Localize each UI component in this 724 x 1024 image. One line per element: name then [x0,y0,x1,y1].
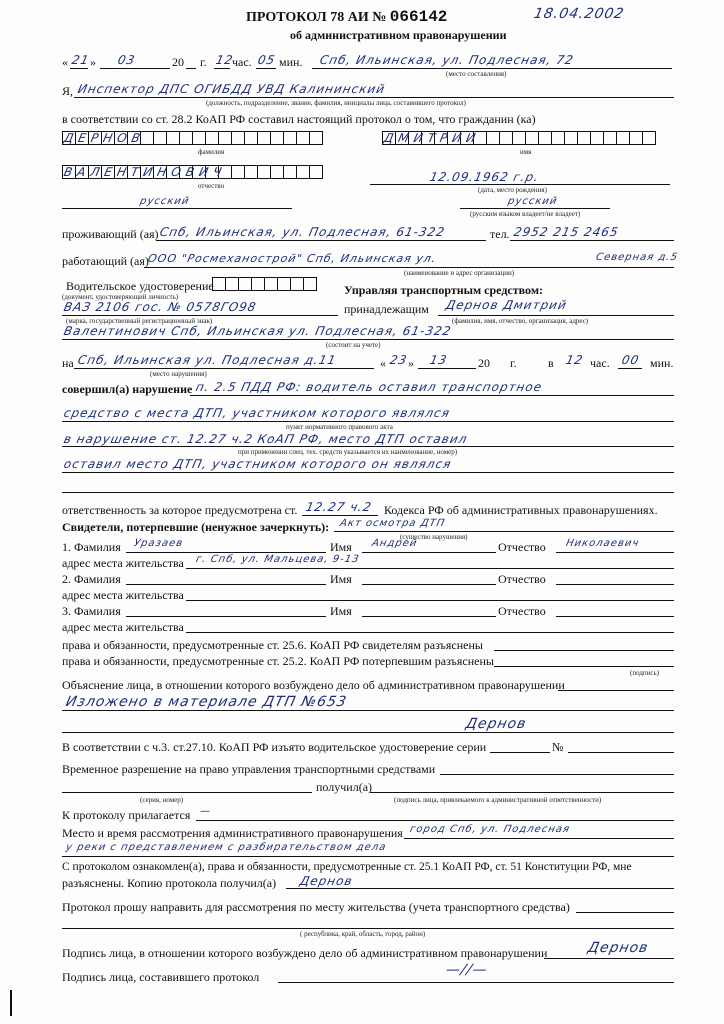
temp-permit-line [440,774,674,775]
incident-open-quote: « [380,356,386,370]
explanation-value: Изложено в материале ДТП №653 [64,694,349,710]
place-caption: (место составления) [446,70,507,78]
forwarding-line-2 [62,928,674,929]
w1-address-label: адрес места жительства [62,556,184,570]
attachments-line [196,820,674,821]
incident-day: 23 [388,353,409,367]
nationality-value: русский [138,196,191,207]
w1-name-value: Андрей [370,538,419,549]
scan-edge-mark [10,990,12,1016]
residence-value: Спб, Ильинская, ул. Подлесная, 61-322 [158,225,447,239]
spec-caption: при применении спец. тех. средств указывается их наименование, номер) [238,448,458,456]
w2-name-label: Имя [330,572,352,586]
forwarding-label: Протокол прошу направить для рассмотрения по месту жительства (учета транспортного средства) [62,900,570,914]
w1-patronymic-label: Отчество [498,540,546,554]
violation-rule-2 [62,421,674,422]
series-caption: (серия, номер) [140,796,184,804]
vehicle-line [62,315,338,316]
incident-hour: 12 [564,353,585,367]
w2-address-label: адрес места жительства [62,588,184,602]
owner-caption: (фамилия, имя, отчество, организация, адрес) [452,317,589,325]
article-suffix: Кодекса РФ об административных правонарушениях. [384,503,658,517]
license-cells [212,277,316,291]
language-line [460,208,610,209]
witnesses-extra: Акт осмотра ДТП [338,518,447,529]
essence-line [334,531,674,532]
owner-address-line [62,339,674,340]
w1-address-value: г. Спб, ул. Мальцева, 9-13 [194,554,361,565]
incident-hour-label: час. [590,356,610,370]
work-value: ООО "Росмеханострой" Спб, Ильинская ул. [146,252,438,265]
rights-witness-line [494,650,674,651]
surname-caption: фамилия [198,148,225,156]
temp-permit-label: Временное разрешение на право управления транспортными средствами [62,762,436,776]
seizure-signature-caption: (подпись лица, привлекаемого к административной ответственности) [394,796,602,804]
owner-address-value: Валентинович Спб, Ильинская ул. Подлесная, 61-322 [62,324,453,338]
w2-patronymic-line [556,584,674,585]
received-label: получил(а) [316,780,373,794]
hour-label: час. [232,55,252,69]
w2-address-line [186,600,674,601]
phone-label: тел. [490,227,510,241]
w3-name-line [362,616,496,617]
language-value: русский [506,196,559,207]
year-line [186,68,196,69]
minute-line [256,68,276,69]
place-value: Спб, Ильинская, ул. Подлесная, 72 [318,53,576,67]
explanation-rule-1 [62,710,674,711]
received-line [370,792,674,793]
explanation-signature: Дернов [464,716,529,732]
review-line-2 [62,856,674,857]
owner-line [438,315,674,316]
violation-line-1: п. 2.5 ПДД РФ: водитель оставил транспортное [194,380,544,394]
violation-rule-5 [62,492,674,493]
patronymic-caption: отчество [198,182,225,190]
offender-signature: Дернов [586,940,651,956]
norm-caption: пункт нормативного правового акта [286,423,393,431]
seizure-num-label: № [552,740,564,754]
vehicle-value: ВАЗ 2106 гос. № 0578ГО98 [62,300,258,314]
violation-rule-3 [62,446,674,447]
license-label: Водительское удостоверение [66,279,214,293]
incident-place-caption: (место нарушения) [150,370,207,378]
acquainted-line-2: разъяснены. Копию протокола получил(а) [62,876,277,890]
rights-signature-caption: (подпись) [630,669,660,677]
article-line [302,515,378,516]
acquainted-signature: Дернов [298,874,355,888]
officer-signature-label: Подпись лица, составившего протокол [62,970,260,984]
review-line-1 [404,838,674,839]
hour-line [214,68,230,69]
protocol-subtitle: об административном правонарушении [290,28,507,42]
w1-patronymic-line [556,552,674,553]
article-prefix: ответственность за которое предусмотрена ст. [62,503,298,517]
rights-witness: права и обязанности, предусмотренные ст. 25.6. КоАП РФ свидетелям разъяснены [62,638,483,652]
language-caption: (русским языком владеет/не владеет) [470,210,581,218]
officer-signature: —//— [444,962,490,978]
birth-value: 12.09.1962 г.р. [428,170,541,184]
officer-line [74,97,674,98]
month-line [100,68,170,69]
w3-name-label: Имя [330,604,352,618]
surname-value: ДЕРНОВ [62,131,147,145]
essence-caption: (существо нарушения) [400,533,468,541]
attachments-value: — [198,806,213,817]
seizure-series-line [490,752,550,753]
w3-surname-line [126,616,326,617]
seizure-num-line [568,752,674,753]
compliance-text: в соответствии со ст. 28.2 КоАП РФ составил настоящий протокол о том, что гражданин (ка) [62,112,536,126]
violation-line-4: оставил место ДТП, участником которого он являлся [62,457,453,471]
explanation-rule-0 [558,690,674,691]
nationality-line [62,208,292,209]
minute-label: мин. [279,55,303,69]
work-label: работающий (ая) [62,254,149,268]
w1-name-label: Имя [330,540,352,554]
violation-line-3: в нарушение ст. 12.27 ч.2 КоАП РФ, место ДТП оставил [62,432,469,446]
officer-caption: (должность, подразделение, звание, фамилия, инициалы лица, составившего протокол) [206,99,466,107]
incident-in-label: в [548,356,554,370]
year-prefix: 20 [172,55,184,69]
day-line [70,68,88,69]
owner-value: Дернов Дмитрий [444,298,569,312]
residence-label: проживающий (ая) [62,227,159,241]
incident-minute-label: мин. [650,356,674,370]
hour-value: 12 [214,53,235,67]
w3-patronymic-line [556,616,674,617]
w1-patronymic-value: Николаевич [564,538,641,549]
w3-address-label: адрес места жительства [62,620,184,634]
patronymic-value: ВАЛЕНТИНОВИЧ [62,165,228,179]
datetime-close-quote: » [90,55,96,69]
license-caption: (документ, удостоверяющий личность) [62,293,179,301]
date-stamp: 18.04.2002 [532,6,626,22]
rights-victim: права и обязанности, предусмотренные ст. 25.2. КоАП РФ потерпевшим разъяснены [62,654,494,668]
offender-signature-line [544,958,674,959]
year-suffix: г. [200,55,207,69]
vehicle-caption: (марка, государственный регистрационный знак) [66,317,213,325]
w1-address-line [186,568,674,569]
owner-label: принадлежащим [344,302,429,316]
violation-rule-1 [190,395,674,396]
review-value-2: у реки с представлением с разбирательством дела [64,842,388,853]
w1-surname-label: 1. Фамилия [62,540,121,554]
vehicle-label: Управляя транспортным средством: [344,283,543,297]
w1-surname-value: Уразаев [132,538,185,549]
w3-surname-label: 3. Фамилия [62,604,121,618]
incident-close-quote: » [408,356,414,370]
w1-surname-line [126,552,326,553]
incident-year-prefix: 20 [478,356,490,370]
article-value: 12.27 ч.2 [304,500,374,514]
violation-line-2: средство с места ДТП, участником которого являлся [62,406,452,420]
incident-minute-line [618,368,642,369]
protocol-title [246,10,447,25]
incident-month: 13 [428,353,449,367]
series-line [62,792,312,793]
incident-minute: 00 [620,353,641,367]
offender-signature-label: Подпись лица, в отношении которого возбуждено дело об административном правонарушении [62,946,548,960]
w1-name-line [362,552,496,553]
forwarding-line-1 [576,912,674,913]
explanation-rule-2 [62,732,674,733]
w2-name-line [362,584,496,585]
acquainted-line [286,888,674,889]
explanation-label: Объяснение лица, в отношении которого возбуждено дело об административном правонарушении [62,678,565,692]
review-label: Место и время рассмотрения административного правонарушения [62,826,403,840]
forwarding-caption: ( республика, край, область, город, район) [300,930,426,938]
phone-line [510,240,674,241]
minute-value: 05 [256,53,277,67]
rights-victim-line [494,666,674,667]
title-text: ПРОТОКОЛ 78 АИ № [246,10,387,25]
w3-patronymic-label: Отчество [498,604,546,618]
residence-line [156,240,486,241]
name-caption: имя [520,148,532,156]
birth-caption: (дата, место рождения) [478,186,547,194]
violation-rule-4 [62,472,674,473]
birth-line [370,184,670,185]
work-extra: Северная д.5 [594,252,680,263]
violation-label: совершил(а) нарушение [62,382,193,396]
place-line [312,68,672,69]
acquainted-line-1: С протоколом ознакомлен(а), права и обязанности, предусмотренные ст. 25.1 КоАП РФ, ст. 51 Конституции РФ, мне [62,861,632,873]
seizure-text: В соответствии с ч.3. ст.27.10. КоАП РФ изъято водительское удостоверение серии [62,740,487,754]
datetime-open-quote: « [62,55,68,69]
name-value: ДМИТРИЙ [382,131,482,145]
phone-value: 2952 215 2465 [512,225,621,239]
review-value-1: город Спб, ул. Подлесная [408,824,572,835]
w2-surname-line [126,584,326,585]
date-month: 03 [116,53,137,67]
officer-signature-line [278,982,674,983]
incident-place-line [74,368,374,369]
attachments-label: К протоколу прилагается [62,808,191,822]
w3-address-line [186,632,674,633]
incident-place-value: Спб, Ильинская ул. Подлесная д.11 [76,353,338,367]
work-caption: (наименование и адрес организации) [404,269,515,277]
w2-surname-label: 2. Фамилия [62,572,121,586]
incident-month-line [418,368,476,369]
officer-value: Инспектор ДПС ОГИБДД УВД Калининский [76,82,387,96]
protocol-number: 066142 [389,8,448,26]
date-day: 21 [70,53,91,67]
incident-year-suffix: г. [510,356,517,370]
witnesses-label: Свидетели, потерпевшие (ненужное зачеркнуть): [62,520,330,534]
w2-patronymic-label: Отчество [498,572,546,586]
officer-prefix: Я, [62,84,74,98]
registered-caption: (состоит на учете) [326,341,381,349]
work-line [144,267,674,268]
incident-at-label: на [62,356,74,370]
